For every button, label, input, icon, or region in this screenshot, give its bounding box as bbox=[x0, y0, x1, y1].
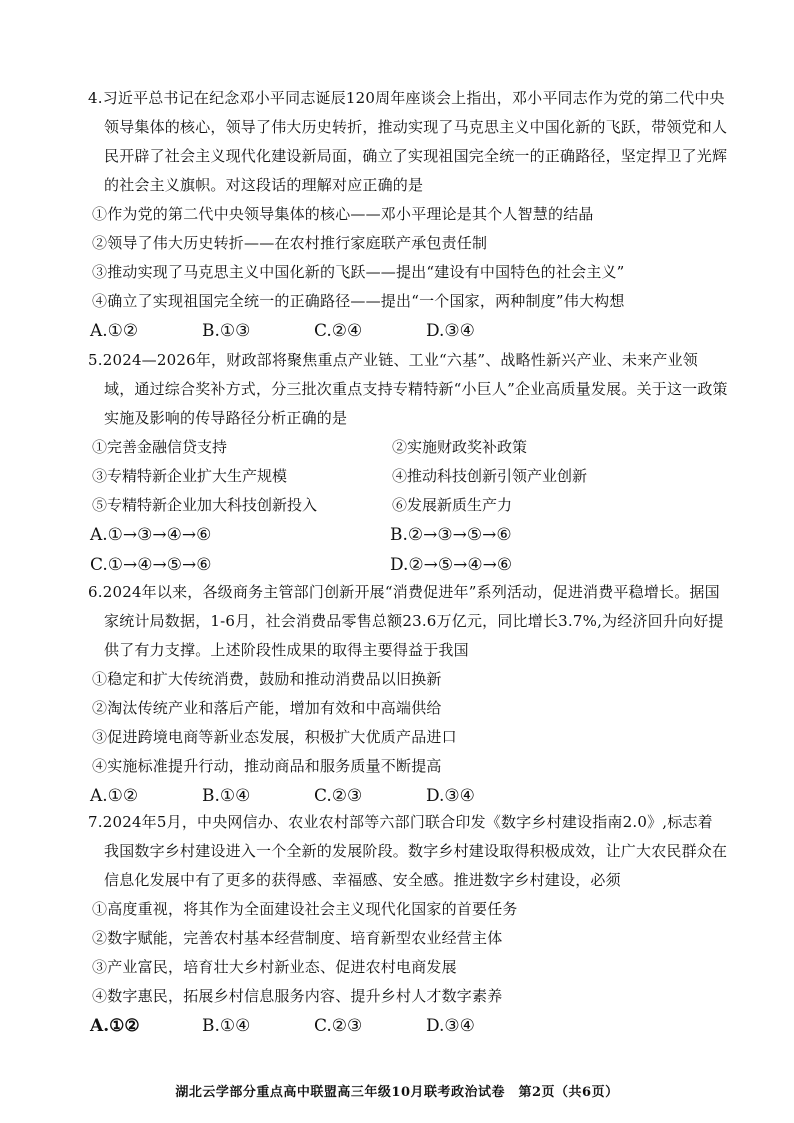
option-4: ④确立了实现祖国完全统一的正确路径——提出“一个国家，两种制度”伟大构想 bbox=[92, 292, 625, 310]
option-3: ③推动实现了马克思主义中国化新的飞跃——提出“建设有中国特色的社会主义” bbox=[92, 263, 625, 281]
choice-c[interactable]: C.①→④→⑤→⑥ bbox=[90, 555, 212, 575]
option-4: ④推动科技创新引领产业创新 bbox=[392, 467, 588, 485]
option-3: ③产业富民，培育壮大乡村新业态、促进农村电商发展 bbox=[92, 958, 457, 976]
question-5 bbox=[88, 346, 728, 580]
option-1: ①作为党的第二代中央领导集体的核心——邓小平理论是其个人智慧的结晶 bbox=[92, 205, 594, 223]
answer-choices bbox=[88, 1011, 728, 1041]
choice-a[interactable]: A.①② bbox=[90, 321, 139, 341]
choice-a[interactable]: A.①→③→④→⑥ bbox=[90, 525, 212, 545]
choice-d[interactable]: D.②→⑤→④→⑥ bbox=[390, 555, 513, 575]
question-7 bbox=[88, 808, 728, 1041]
option-4: ④数字惠民，拓展乡村信息服务内容、提升乡村人才数字素养 bbox=[92, 987, 503, 1005]
option-6: ⑥发展新质生产力 bbox=[392, 496, 513, 514]
option-1: ①稳定和扩大传统消费，鼓励和推动消费品以旧换新 bbox=[92, 670, 442, 688]
choice-c[interactable]: C.②④ bbox=[314, 321, 363, 341]
option-2: ②领导了伟大历史转折——在农村推行家庭联产承包责任制 bbox=[92, 234, 488, 252]
question-stem: 7.2024年5月，中央网信办、农业农村部等六部门联合印发《数字乡村建设指南2.0》,标志着我国数字乡村建设进入一个全新的发展阶段。数字乡村建设取得积极成效，让广大农民群众在信息化发展中有了更多的获得感、幸福感、安全感。推进数字乡村建设，必须 bbox=[88, 813, 728, 889]
choice-d[interactable]: D.③④ bbox=[426, 321, 475, 341]
choice-c[interactable]: C.②③ bbox=[314, 1016, 363, 1036]
choice-a[interactable]: A.①② bbox=[90, 786, 139, 806]
choice-d[interactable]: D.③④ bbox=[426, 1016, 475, 1036]
choice-b[interactable]: B.①④ bbox=[202, 786, 251, 806]
option-2: ②淘汰传统产业和落后产能，增加有效和中高端供给 bbox=[92, 699, 442, 717]
question-stem: 4.习近平总书记在纪念邓小平同志诞辰120周年座谈会上指出，邓小平同志作为党的第二代中央领导集体的核心，领导了伟大历史转折，推动实现了马克思主义中国化新的飞跃，带领党和人民开辟了社会主义现代化建设新局面，确立了实现祖国完全统一的正确路径，坚定捍卫了光辉的社会主义旗帜。对这段话的理解对应正确的是 bbox=[88, 89, 728, 194]
option-2: ②实施财政奖补政策 bbox=[392, 438, 528, 456]
question-6 bbox=[88, 578, 728, 811]
choice-c[interactable]: C.②③ bbox=[314, 786, 363, 806]
option-3: ③促进跨境电商等新业态发展，积极扩大优质产品进口 bbox=[92, 728, 457, 746]
choice-d[interactable]: D.③④ bbox=[426, 786, 475, 806]
question-stem: 5.2024—2026年，财政部将聚焦重点产业链、工业“六基”、战略性新兴产业、未来产业领域，通过综合奖补方式，分三批次重点支持专精特新“小巨人”企业高质量发展。关于这一政策实施及影响的传导路径分析正确的是 bbox=[88, 351, 728, 427]
answer-choices bbox=[88, 316, 728, 346]
option-1: ①完善金融信贷支持 bbox=[92, 438, 228, 456]
choice-a[interactable]: A.①② bbox=[90, 1016, 140, 1036]
question-4 bbox=[88, 84, 728, 346]
choice-b[interactable]: B.①④ bbox=[202, 1016, 251, 1036]
options-grid bbox=[88, 433, 728, 520]
choice-b[interactable]: B.①③ bbox=[202, 321, 251, 341]
option-1: ①高度重视，将其作为全面建设社会主义现代化国家的首要任务 bbox=[92, 900, 518, 918]
page-footer: 湖北云学部分重点高中联盟高三年级10月联考政治试卷 第2页（共6页） bbox=[175, 1085, 619, 1100]
answer-choices bbox=[88, 781, 728, 811]
answer-choices bbox=[88, 520, 728, 580]
choice-b[interactable]: B.②→③→⑤→⑥ bbox=[390, 525, 512, 545]
option-3: ③专精特新企业扩大生产规模 bbox=[92, 467, 288, 485]
option-4: ④实施标准提升行动，推动商品和服务质量不断提高 bbox=[92, 757, 442, 775]
option-5: ⑤专精特新企业加大科技创新投入 bbox=[92, 496, 318, 514]
option-2: ②数字赋能，完善农村基本经营制度、培育新型农业经营主体 bbox=[92, 929, 503, 947]
question-stem: 6.2024年以来，各级商务主管部门创新开展“消费促进年”系列活动，促进消费平稳增长。据国家统计局数据，1-6月，社会消费品零售总额23.6万亿元，同比增长3.7%,为经济回升向好提供了有力支撑。上述阶段性成果的取得主要得益于我国 bbox=[88, 583, 724, 659]
